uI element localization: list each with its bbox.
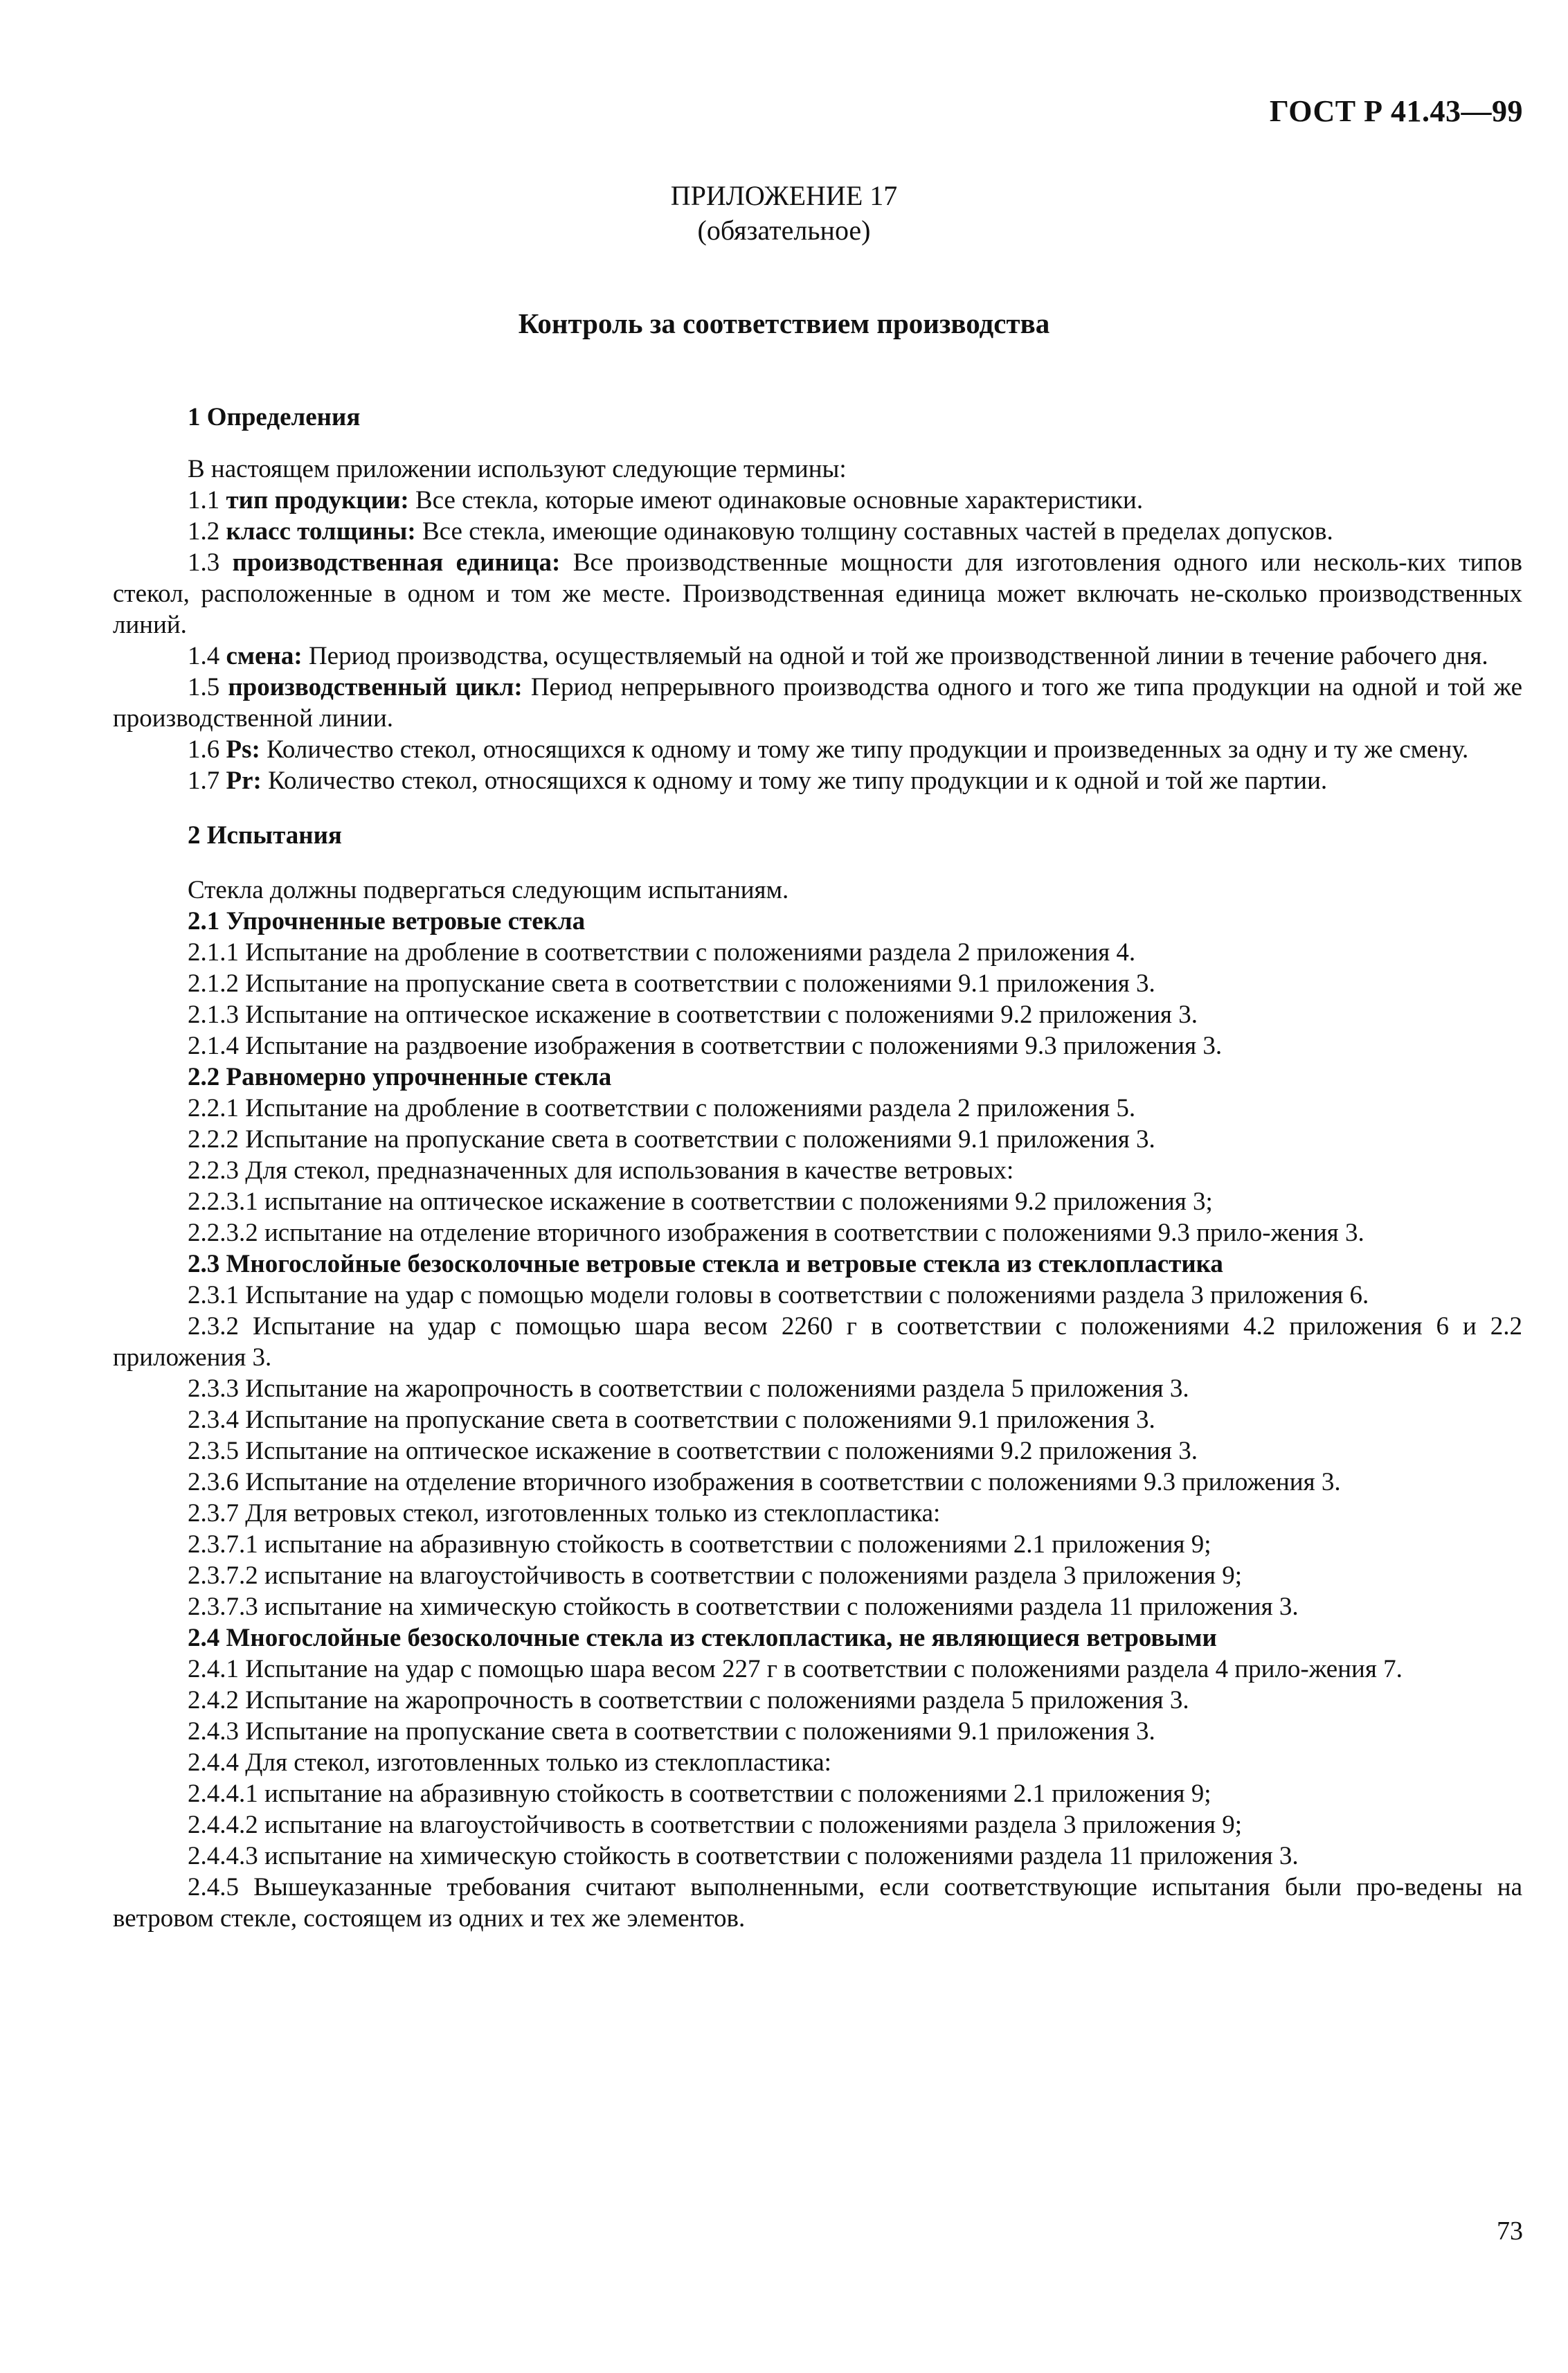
definition-item [113, 672, 1522, 734]
definition-number: 1.5 [188, 673, 228, 701]
definition-text: Все стекла, имеющие одинаковую толщину составных частей в пределах допусков. [415, 517, 1333, 546]
test-item: 2.2.3 Для стекол, предназначенных для использования в качестве ветровых: [188, 1156, 1014, 1185]
definition-text: Количество стекол, относящихся к одному и тому же типу продукции и произведенных за одну и ту же смену. [260, 735, 1469, 764]
test-item: 2.4.4.2 испытание на влагоустойчивость в соответствии с положениями раздела 3 приложения 9; [188, 1811, 1242, 1839]
test-item: 2.1.1 Испытание на дробление в соответствии с положениями раздела 2 приложения 4. [188, 938, 1136, 967]
test-item: 2.3.7.3 испытание на химическую стойкость в соответствии с положениями раздела 11 приложения 3. [188, 1593, 1299, 1621]
definition-number: 1.4 [188, 642, 226, 670]
tests-list [113, 906, 1522, 1934]
tests-intro: Стекла должны подвергаться следующим испытаниям. [188, 876, 789, 904]
definition-number: 1.7 [188, 767, 226, 795]
test-item: 2.1.2 Испытание на пропускание света в соответствии с положениями 9.1 приложения 3. [188, 969, 1155, 998]
definition-term: класс толщины: [226, 517, 416, 546]
section-heading-definitions: 1 Определения [188, 403, 361, 431]
definition-number: 1.1 [188, 486, 226, 514]
test-item: 2.2.3.2 испытание на отделение вторичного изображения в соответствии с положениями 9.3 прило-жения 3. [188, 1219, 1364, 1247]
appendix-subtitle: (обязательное) [697, 215, 871, 246]
subsection-heading: 2.3 Многослойные безосколочные ветровые стекла и ветровые стекла из стеклопластика [188, 1250, 1223, 1278]
definition-text: Период производства, осуществляемый на одной и той же производственной линии в течение рабочего дня. [302, 642, 1488, 670]
test-item: 2.3.7 Для ветровых стекол, изготовленных только из стеклопластика: [188, 1499, 941, 1528]
definition-number: 1.2 [188, 517, 226, 546]
definition-item [113, 765, 1522, 796]
document-body [113, 402, 1522, 1934]
test-item: 2.3.7.2 испытание на влагоустойчивость в соответствии с положениями раздела 3 приложения 9; [188, 1561, 1242, 1590]
page-number: 73 [1497, 2217, 1523, 2246]
test-item: 2.3.6 Испытание на отделение вторичного изображения в соответствии с положениями 9.3 приложения 3. [188, 1468, 1341, 1496]
test-item: 2.4.1 Испытание на удар с помощью шара весом 227 г в соответствии с положениями раздела 4 прило-жения 7. [188, 1655, 1403, 1683]
definition-number: 1.3 [188, 548, 233, 577]
definition-text: Количество стекол, относящихся к одному и тому же типу продукции и к одной и той же партии. [261, 767, 1328, 795]
test-item: 2.4.4.1 испытание на абразивную стойкость в соответствии с положениями 2.1 приложения 9; [188, 1780, 1211, 1808]
definition-text: Все стекла, которые имеют одинаковые основные характеристики. [408, 486, 1144, 514]
test-item: 2.4.4.3 испытание на химическую стойкость в соответствии с положениями раздела 11 приложения 3. [188, 1842, 1299, 1870]
definition-text: Все производственные мощности для изготовления одного или несколь-ких типов стекол, расположенные в одном и том же месте. Производственная единица может включать не-сколько производственных линий. [113, 548, 1523, 639]
definition-text: Период непрерывного производства одного и того же типа продукции на одной и той же производственной линии. [113, 673, 1523, 733]
definitions-intro: В настоящем приложении используют следующие термины: [188, 455, 847, 483]
document-title: Контроль за соответствием производства [518, 307, 1050, 339]
section-heading-tests: 2 Испытания [188, 821, 342, 850]
definition-term: производственный цикл: [228, 673, 523, 701]
definition-item [113, 547, 1522, 641]
appendix-title: ПРИЛОЖЕНИЕ 17 [670, 180, 898, 211]
appendix-heading [0, 179, 1568, 248]
definitions-list [113, 485, 1522, 796]
test-item: 2.3.4 Испытание на пропускание света в соответствии с положениями 9.1 приложения 3. [188, 1406, 1155, 1434]
test-item: 2.4.5 Вышеуказанные требования считают выполненными, если соответствующие испытания были про-ведены на ветровом стекле, состоящем из одних и тех же элементов. [113, 1873, 1522, 1933]
test-item: 2.3.1 Испытание на удар с помощью модели головы в соответствии с положениями раздела 3 приложения 6. [188, 1281, 1369, 1309]
test-item: 2.4.4 Для стекол, изготовленных только из стеклопластика: [188, 1748, 831, 1777]
test-item: 2.3.7.1 испытание на абразивную стойкость в соответствии с положениями 2.1 приложения 9; [188, 1530, 1211, 1559]
subsection-heading: 2.1 Упрочненные ветровые стекла [188, 907, 586, 935]
test-item: 2.4.2 Испытание на жаропрочность в соответствии с положениями раздела 5 приложения 3. [188, 1686, 1189, 1714]
standard-code: ГОСТ Р 41.43—99 [1269, 94, 1523, 128]
test-item: 2.1.4 Испытание на раздвоение изображения в соответствии с положениями 9.3 приложения 3. [188, 1032, 1223, 1060]
definition-number: 1.6 [188, 735, 226, 764]
test-item: 2.1.3 Испытание на оптическое искажение в соответствии с положениями 9.2 приложения 3. [188, 1001, 1198, 1029]
subsection-heading: 2.4 Многослойные безосколочные стекла из стеклопластика, не являющиеся ветровыми [188, 1624, 1217, 1652]
test-item: 2.2.2 Испытание на пропускание света в соответствии с положениями 9.1 приложения 3. [188, 1125, 1155, 1154]
test-item: 2.2.3.1 испытание на оптическое искажение в соответствии с положениями 9.2 приложения 3; [188, 1188, 1213, 1216]
definition-item [113, 516, 1522, 547]
definition-term: Ps: [226, 735, 260, 764]
test-item: 2.3.2 Испытание на удар с помощью шара весом 2260 г в соответствии с положениями 4.2 приложения 6 и 2.2 приложения 3. [113, 1312, 1522, 1372]
test-item: 2.3.3 Испытание на жаропрочность в соответствии с положениями раздела 5 приложения 3. [188, 1374, 1189, 1403]
test-item: 2.2.1 Испытание на дробление в соответствии с положениями раздела 2 приложения 5. [188, 1094, 1136, 1122]
test-item: 2.3.5 Испытание на оптическое искажение в соответствии с положениями 9.2 приложения 3. [188, 1437, 1198, 1465]
definition-term: Pr: [226, 767, 262, 795]
definition-item [113, 641, 1522, 672]
definition-item [113, 734, 1522, 765]
definition-term: производственная единица: [232, 548, 561, 577]
subsection-heading: 2.2 Равномерно упрочненные стекла [188, 1063, 612, 1091]
test-item: 2.4.3 Испытание на пропускание света в соответствии с положениями 9.1 приложения 3. [188, 1717, 1155, 1746]
definition-term: смена: [226, 642, 303, 670]
definition-item [113, 485, 1522, 516]
definition-term: тип продукции: [226, 486, 409, 514]
